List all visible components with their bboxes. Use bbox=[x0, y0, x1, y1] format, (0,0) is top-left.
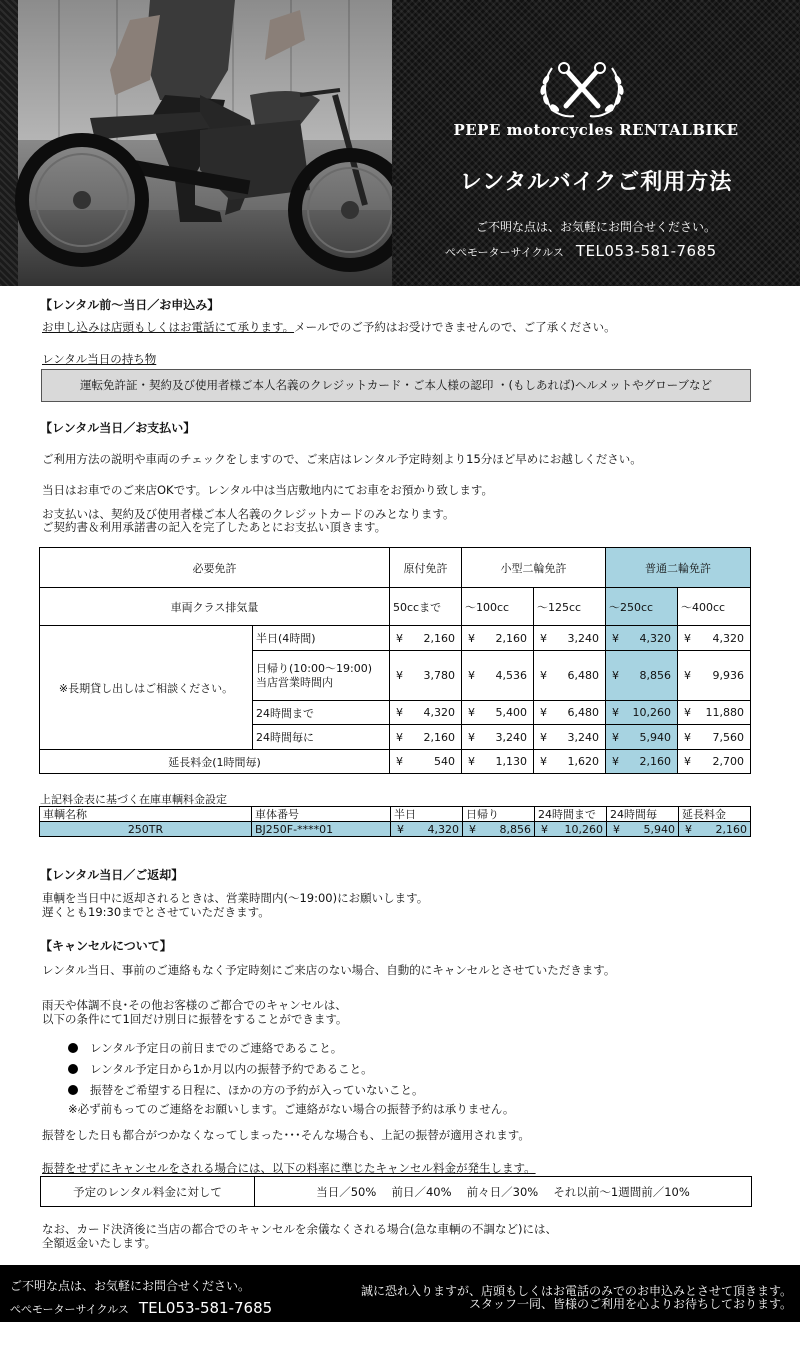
stock-header: 車輌名称 bbox=[40, 807, 252, 822]
hero-contact-text: ご不明な点は、お気軽にお問合せください。 bbox=[475, 220, 716, 234]
stock-header: 日帰り bbox=[463, 807, 535, 822]
price-cell: ¥ 540 bbox=[390, 750, 462, 774]
footer-note-1: 誠に恐れ入りますが、店頭もしくはお電話のみでのお申込みとさせて頂きます。 bbox=[360, 1284, 792, 1298]
long-term-note: ※長期貸し出しはご相談ください。 bbox=[40, 626, 253, 750]
price-cell: ¥ 3,240 bbox=[534, 626, 606, 651]
apply-text-rest: メールでのご予約はお受けできませんので、ご了承ください。 bbox=[294, 320, 616, 334]
row-label-halfday: 半日(4時間) bbox=[253, 626, 390, 651]
bring-items-box: 運転免許証・契約及び使用者様ご本人名義のクレジットカード・ご本人様の認印 ・(もしあれば)ヘルメットやグローブなど bbox=[41, 369, 751, 402]
price-cell: ¥ 3,240 bbox=[534, 725, 606, 750]
stock-caption: 上記料金表に基づく在庫車輌料金設定 bbox=[40, 793, 227, 806]
bullet-icon bbox=[68, 1043, 78, 1053]
class-125: ～125cc bbox=[534, 588, 606, 626]
payment-text-3: お支払いは、契約及び使用者様ご本人名義のクレジットカードのみとなります。 bbox=[42, 507, 455, 521]
price-cell: ¥ 11,880 bbox=[678, 701, 751, 725]
price-cell: ¥ 5,940 bbox=[606, 725, 678, 750]
cancel-fee-rates: 当日／50% 前日／40% 前々日／30% それ以前～1週間前／10% bbox=[255, 1177, 752, 1207]
condition-item: レンタル予定日から1か月以内の振替予約であること。 bbox=[68, 1062, 373, 1076]
condition-item: 振替をご希望する日程に、ほかの方の予約が入っていないこと。 bbox=[68, 1083, 424, 1097]
class-50: 50ccまで bbox=[390, 588, 462, 626]
cancel-text-2: 雨天や体調不良･その他お客様のご都合でのキャンセルは、 bbox=[42, 998, 347, 1012]
cancel-text-1: レンタル当日、事前のご連絡もなく予定時刻にご来店のない場合、自動的にキャンセルとさせていただきます。 bbox=[42, 963, 616, 977]
row-label-24h: 24時間まで bbox=[253, 701, 390, 725]
price-cell: ¥ 8,856 bbox=[606, 651, 678, 701]
stock-header: 24時間毎 bbox=[607, 807, 679, 822]
bullet-icon bbox=[68, 1085, 78, 1095]
footer-tel: TEL053-581-7685 bbox=[138, 1299, 273, 1317]
stock-price-cell: ¥ 10,260 bbox=[535, 822, 607, 837]
crossed-wrench-laurel-logo bbox=[530, 58, 634, 122]
motorcycle-rider-illustration bbox=[0, 0, 392, 286]
stock-header: 半日 bbox=[391, 807, 463, 822]
price-cell: ¥ 2,160 bbox=[390, 725, 462, 750]
return-text-2: 遅くとも19:30までとさせていただきます。 bbox=[42, 905, 270, 919]
apply-text bbox=[42, 320, 616, 334]
class-250: ～250cc bbox=[606, 588, 678, 626]
price-cell: ¥ 1,130 bbox=[462, 750, 534, 774]
footer-contact: ご不明な点は、お気軽にお問合せください。 bbox=[10, 1279, 251, 1293]
price-cell: ¥ 7,560 bbox=[678, 725, 751, 750]
row-label-per24h: 24時間毎に bbox=[253, 725, 390, 750]
price-cell: ¥ 10,260 bbox=[606, 701, 678, 725]
stock-price-cell: ¥ 8,856 bbox=[463, 822, 535, 837]
stock-header: 延長料金 bbox=[679, 807, 751, 822]
price-cell: ¥ 3,240 bbox=[462, 725, 534, 750]
price-cell: ¥ 2,160 bbox=[606, 750, 678, 774]
cancel-text-6: なお、カード決済後に当店の都合でのキャンセルを余儀なくされる場合(急な車輌の不調など)には、 bbox=[42, 1222, 557, 1236]
price-cell: ¥ 4,536 bbox=[462, 651, 534, 701]
cancel-fee-label: 予定のレンタル料金に対して bbox=[41, 1177, 255, 1207]
apply-text-underlined: お申し込みは店頭もしくはお電話にて承ります。 bbox=[42, 320, 295, 334]
stock-table bbox=[39, 806, 751, 837]
bullet-icon bbox=[68, 1064, 78, 1074]
cancel-text-7: 全額返金いたします。 bbox=[42, 1236, 157, 1250]
price-cell: ¥ 4,320 bbox=[390, 701, 462, 725]
license-header: 必要免許 bbox=[40, 548, 390, 588]
bring-label: レンタル当日の持ち物 bbox=[42, 352, 157, 366]
return-heading: 【レンタル当日／ご返却】 bbox=[40, 868, 184, 882]
price-cell: ¥ 2,160 bbox=[390, 626, 462, 651]
hero-motorcycle-photo bbox=[0, 0, 392, 286]
class-header: 車両クラス排気量 bbox=[40, 588, 390, 626]
stock-vehicle-number: BJ250F-****01 bbox=[252, 822, 391, 837]
cancel-heading: 【キャンセルについて】 bbox=[40, 939, 172, 953]
stock-header: 24時間まで bbox=[535, 807, 607, 822]
cancel-text-5: 振替をせずにキャンセルをされる場合には、以下の料率に準じたキャンセル料金が発生します。 bbox=[42, 1161, 536, 1175]
price-cell: ¥ 4,320 bbox=[606, 626, 678, 651]
cancel-fee-table bbox=[40, 1176, 752, 1207]
price-cell: ¥ 2,160 bbox=[462, 626, 534, 651]
license-small: 小型二輪免許 bbox=[462, 548, 606, 588]
page-title: レンタルバイクご利用方法 bbox=[459, 170, 733, 195]
stock-price-cell: ¥ 5,940 bbox=[607, 822, 679, 837]
extension-label: 延長料金(1時間毎) bbox=[40, 750, 390, 774]
hero-phone-line bbox=[445, 242, 717, 260]
footer bbox=[0, 1265, 800, 1322]
payment-text-1: ご利用方法の説明や車両のチェックをしますので、ご来店はレンタル予定時刻より15分ほど早めにお越しください。 bbox=[42, 452, 642, 466]
condition-item: レンタル予定日の前日までのご連絡であること。 bbox=[68, 1041, 342, 1055]
stock-price-cell: ¥ 2,160 bbox=[679, 822, 751, 837]
stock-vehicle-name: 250TR bbox=[40, 822, 252, 837]
payment-text-2: 当日はお車でのご来店OKです。レンタル中は当店敷地内にてお車をお預かり致します。 bbox=[42, 483, 494, 497]
footer-phone-line bbox=[10, 1299, 272, 1317]
price-table bbox=[39, 547, 751, 774]
footer-shop: ぺぺモーターサイクルス bbox=[10, 1303, 129, 1316]
price-cell: ¥ 6,480 bbox=[534, 651, 606, 701]
condition-note: ※必ず前もってのご連絡をお願いします。ご連絡がない場合の振替予約は承りません。 bbox=[68, 1102, 515, 1116]
payment-heading: 【レンタル当日／お支払い】 bbox=[40, 421, 196, 435]
return-text-1: 車輌を当日中に返却されるときは、営業時間内(～19:00)にお願いします。 bbox=[42, 891, 429, 905]
shop-name: ぺぺモーターサイクルス bbox=[445, 246, 564, 259]
stock-header: 車体番号 bbox=[252, 807, 391, 822]
footer-note-2: スタッフ一同、皆様のご利用を心よりお待ちしております。 bbox=[468, 1297, 792, 1311]
row-label-dayreturn: 日帰り(10:00～19:00) 当店営業時間内 bbox=[253, 651, 390, 701]
class-100: ～100cc bbox=[462, 588, 534, 626]
apply-heading: 【レンタル前～当日／お申込み】 bbox=[40, 298, 220, 312]
hero-banner bbox=[0, 0, 800, 286]
class-400: ～400cc bbox=[678, 588, 751, 626]
payment-text-4: ご契約書＆利用承諾書の記入を完了したあとにお支払い頂きます。 bbox=[42, 520, 387, 534]
price-cell: ¥ 1,620 bbox=[534, 750, 606, 774]
cancel-text-3: 以下の条件にて1回だけ別日に振替をすることができます。 bbox=[42, 1012, 348, 1026]
license-standard: 普通二輪免許 bbox=[606, 548, 751, 588]
price-cell: ¥ 5,400 bbox=[462, 701, 534, 725]
license-moped: 原付免許 bbox=[390, 548, 462, 588]
hero-tel: TEL053-581-7685 bbox=[575, 242, 717, 260]
cancel-text-4: 振替をした日も都合がつかなくなってしまった･･･そんな場合も、上記の振替が適用されます。 bbox=[42, 1128, 530, 1142]
price-cell: ¥ 2,700 bbox=[678, 750, 751, 774]
price-cell: ¥ 3,780 bbox=[390, 651, 462, 701]
stock-price-cell: ¥ 4,320 bbox=[391, 822, 463, 837]
price-cell: ¥ 4,320 bbox=[678, 626, 751, 651]
price-cell: ¥ 6,480 bbox=[534, 701, 606, 725]
brand-name: PEPE motorcycles RENTALBIKE bbox=[453, 121, 739, 139]
price-cell: ¥ 9,936 bbox=[678, 651, 751, 701]
